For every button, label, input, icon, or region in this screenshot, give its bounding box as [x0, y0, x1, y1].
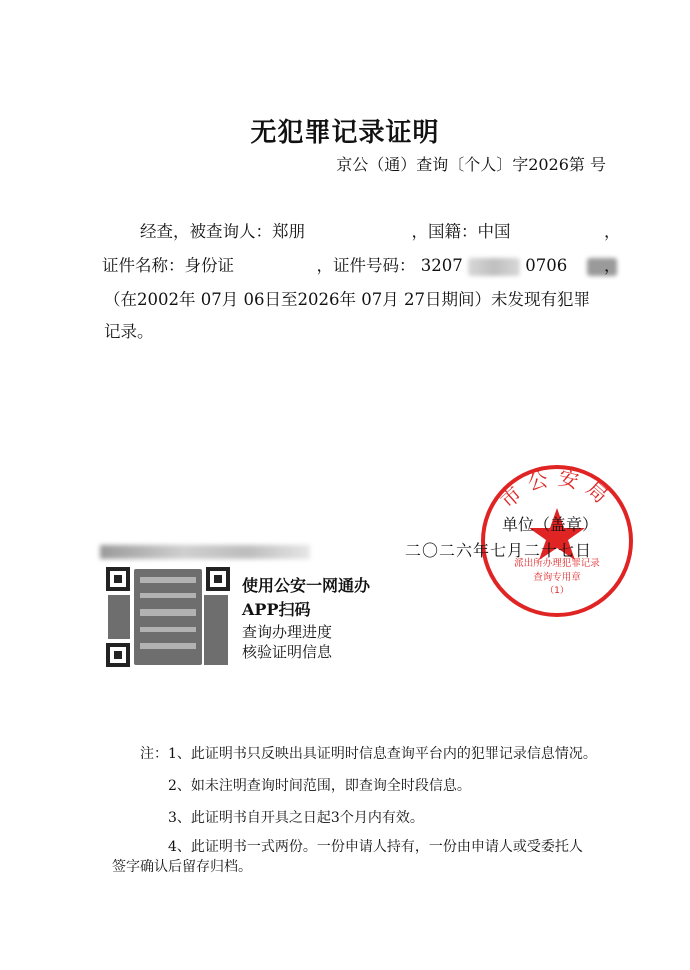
subject-name-line — [140, 218, 511, 242]
line1-end-comma: ， — [604, 222, 621, 241]
seal-inner-line3: （1） — [545, 586, 569, 596]
qr-code — [104, 565, 232, 669]
id-number-label: ，证件号码： — [316, 256, 416, 275]
note-1: 注：1、此证明书只反映出具证明时信息查询平台内的犯罪记录信息情况。 — [140, 746, 597, 762]
document-number: 京公（通）查询〔个人〕字2026第 号 — [336, 155, 606, 174]
period-statement: （在2002年 07月 06日至2026年 07月 27日期间）未发现有犯罪 — [104, 290, 590, 309]
nationality: ，国籍：中国 — [411, 222, 511, 241]
note-4-continued: 签字确认后留存归档。 — [112, 859, 252, 875]
seal-inner-line1: 派出所办理犯罪记录 — [514, 558, 600, 569]
document-type: 证件名称：身份证 — [102, 256, 234, 275]
qr-instruction-2: APP扫码 — [242, 600, 311, 619]
note-2: 2、如未注明查询时间范围，即查询全时段信息。 — [168, 778, 471, 794]
redacted-code-strip — [100, 545, 310, 559]
note-4: 4、此证明书一式两份。一份申请人持有，一份由申请人或受委托人 — [168, 839, 583, 855]
qr-instruction-4: 核验证明信息 — [242, 643, 333, 661]
subject-name: 经查，被查询人：郑朋 — [140, 222, 305, 241]
id-redaction-1 — [468, 258, 520, 276]
qr-instruction-3: 查询办理进度 — [242, 623, 333, 641]
unit-stamp-label: 单位（盖章） — [502, 515, 599, 534]
id-number-mid: 0706 — [525, 256, 568, 275]
record-statement-end: 记录。 — [104, 322, 154, 341]
qr-instruction-1: 使用公安一网通办 — [242, 576, 371, 595]
seal-ring-text: 市公安局 — [495, 465, 619, 513]
seal-inner-line2: 查询专用章 — [533, 572, 581, 583]
id-number-start: 3207 — [420, 256, 463, 275]
svg-text:市公安局 — [495, 465, 618, 513]
issue-date: 二〇二六年七月二十七日 — [405, 541, 593, 560]
line2-end-comma: ， — [604, 256, 621, 275]
document-type-line — [102, 252, 617, 276]
note-3: 3、此证明书自开具之日起3个月内有效。 — [168, 810, 424, 826]
document-title: 无犯罪记录证明 — [250, 118, 440, 148]
